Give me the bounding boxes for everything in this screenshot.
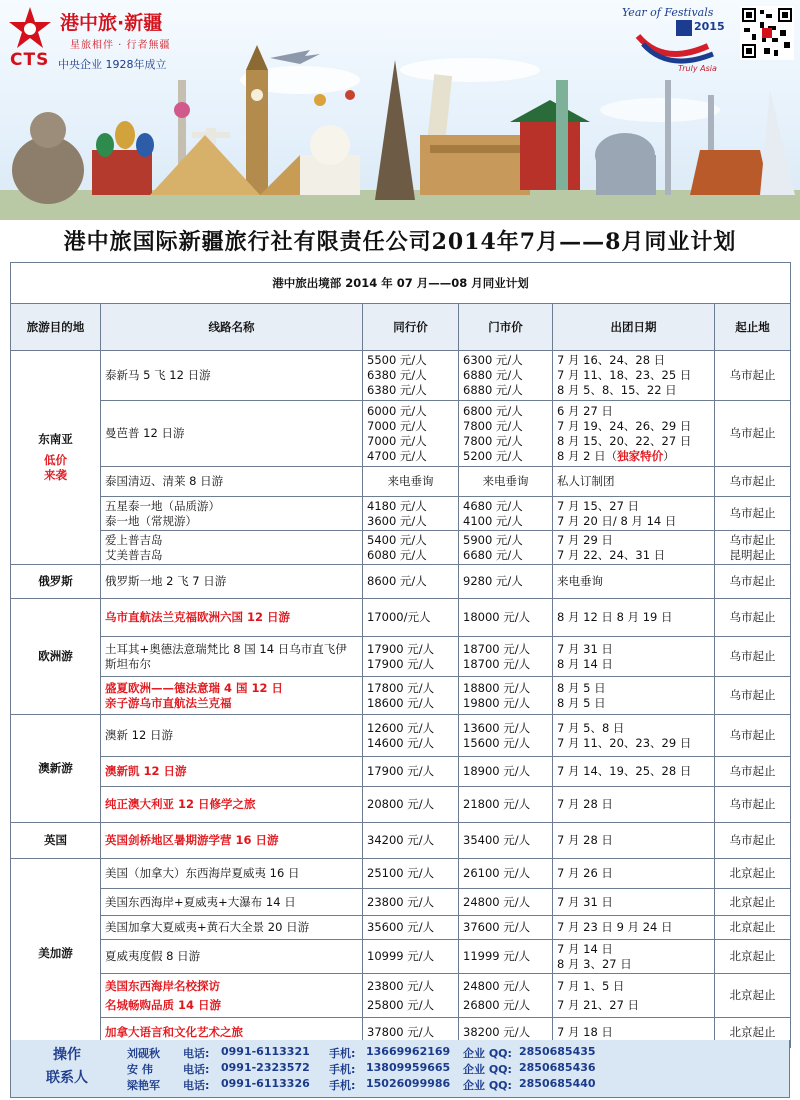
price-line: 7800 元/人 xyxy=(463,433,523,448)
table-caption-row xyxy=(11,263,791,304)
route-name: 加拿大语言和文化艺术之旅 xyxy=(101,1018,363,1048)
cts-logo xyxy=(8,6,193,76)
star-icon xyxy=(8,6,52,50)
date-line: 7 月 22、24、31 日 xyxy=(557,547,666,562)
table-row xyxy=(11,974,791,1018)
route-line: 爱上普吉岛 xyxy=(105,532,163,547)
price-line: 14600 元/人 xyxy=(367,735,435,750)
price-line: 7800 元/人 xyxy=(463,418,523,433)
departure-dates xyxy=(553,637,715,677)
trade-price: 35600 元/人 xyxy=(363,916,459,940)
date-line: 7 月 20 日/ 8 月 14 日 xyxy=(557,513,677,528)
departure-city: 乌市起止 xyxy=(715,565,791,599)
festival-logo xyxy=(618,6,738,78)
departure-dates: 7 月 28 日 xyxy=(553,787,715,823)
date-line: 7 月 14 日 xyxy=(557,941,613,956)
city-line: 乌市起止 xyxy=(729,532,776,547)
date-line: 7 月 11、18、23、25 日 xyxy=(557,368,692,382)
price-line: 15600 元/人 xyxy=(463,735,531,750)
departure-dates: 7 月 18 日 xyxy=(553,1018,715,1048)
departure-city: 乌市起止 xyxy=(715,715,791,757)
table-row xyxy=(11,757,791,787)
price-line: 18700 元/人 xyxy=(463,641,531,656)
route-name: 美国（加拿大）东西海岸夏威夷 16 日 xyxy=(101,859,363,889)
retail-price: 来电垂询 xyxy=(459,467,553,497)
price-line: 13600 元/人 xyxy=(463,720,531,735)
date-line: 7 月 1、5 日 xyxy=(557,978,625,993)
trade-price: 25100 元/人 xyxy=(363,859,459,889)
special-price-badge: 独家特价 xyxy=(617,448,664,463)
date-line-special xyxy=(557,449,710,464)
header-destination: 旅游目的地 xyxy=(11,304,101,351)
qq-label: 企业 QQ: xyxy=(463,1079,512,1092)
date-line: 6 月 27 日 xyxy=(557,403,613,418)
contacts-label xyxy=(31,1044,103,1090)
price-line: 6380 元/人 xyxy=(367,368,427,382)
trade-price: 37800 元/人 xyxy=(363,1018,459,1048)
departure-dates: 私人订制团 xyxy=(553,467,715,497)
departure-dates xyxy=(553,351,715,401)
table-row xyxy=(11,467,791,497)
table-caption: 港中旅出境部 2014 年 07 月——08 月同业计划 xyxy=(11,263,791,304)
departure-city: 乌市起止 xyxy=(715,497,791,531)
date-line: 7 月 5、8 日 xyxy=(557,720,625,735)
route-line: 美国东西海岸名校探访 xyxy=(105,978,220,993)
contact-qq[interactable]: 2850685436 xyxy=(519,1061,596,1074)
contacts-panel xyxy=(10,1040,790,1098)
region-aunz: 澳新游 xyxy=(11,715,101,823)
trade-price xyxy=(363,677,459,715)
header-retail-price: 门市价 xyxy=(459,304,553,351)
date-line: 8 月 5 日 xyxy=(557,695,606,710)
departure-dates: 7 月 28 日 xyxy=(553,823,715,859)
region-america: 美加游 xyxy=(11,859,101,1048)
route-name: 曼芭普 12 日游 xyxy=(101,401,363,467)
price-line: 7000 元/人 xyxy=(367,433,427,448)
contact-phone[interactable]: 0991-2323572 xyxy=(221,1061,310,1074)
table-row xyxy=(11,497,791,531)
logo-slogan: 星旅相伴 · 行者無疆 xyxy=(70,40,171,51)
price-line: 17800 元/人 xyxy=(367,680,435,695)
festival-title: Year of Festivals xyxy=(622,6,714,19)
phone-label: 电话: xyxy=(183,1063,210,1076)
trade-price xyxy=(363,974,459,1018)
price-line: 6880 元/人 xyxy=(463,368,523,382)
price-line: 5200 元/人 xyxy=(463,448,523,463)
price-line: 4100 元/人 xyxy=(463,513,523,528)
contact-qq[interactable]: 2850685440 xyxy=(519,1077,596,1090)
table-row xyxy=(11,787,791,823)
phone-label: 电话: xyxy=(183,1047,210,1060)
route-name: 俄罗斯一地 2 飞 7 日游 xyxy=(101,565,363,599)
route-name: 美国加拿大夏威夷+黄石大全景 20 日游 xyxy=(101,916,363,940)
festival-tagline: Truly Asia xyxy=(678,64,717,73)
price-line: 4180 元/人 xyxy=(367,498,427,513)
date-line: 7 月 31 日 xyxy=(557,641,613,656)
date-line: 7 月 11、20、23、29 日 xyxy=(557,735,692,750)
departure-dates: 7 月 23 日 9 月 24 日 xyxy=(553,916,715,940)
region-russia: 俄罗斯 xyxy=(11,565,101,599)
route-name: 澳新 12 日游 xyxy=(101,715,363,757)
trade-price xyxy=(363,497,459,531)
logo-abbrev: CTS xyxy=(10,50,50,70)
departure-city: 乌市起止 xyxy=(715,677,791,715)
retail-price xyxy=(459,497,553,531)
price-line: 4700 元/人 xyxy=(367,448,427,463)
contact-mobile[interactable]: 15026099986 xyxy=(366,1077,451,1090)
header-trade-price: 同行价 xyxy=(363,304,459,351)
departure-city: 北京起止 xyxy=(715,1018,791,1048)
qq-label: 企业 QQ: xyxy=(463,1047,512,1060)
departure-city: 北京起止 xyxy=(715,916,791,940)
company-title: 港中旅国际新疆旅行社有限责任公司2014年7月——8月同业计划 xyxy=(63,229,737,255)
price-line: 6000 元/人 xyxy=(367,403,427,418)
retail-price xyxy=(459,715,553,757)
contact-name: 刘砚秋 xyxy=(127,1047,160,1060)
retail-price: 11999 元/人 xyxy=(459,940,553,974)
table-row xyxy=(11,401,791,467)
retail-price xyxy=(459,531,553,565)
retail-price: 35400 元/人 xyxy=(459,823,553,859)
table-row xyxy=(11,823,791,859)
price-line: 17900 元/人 xyxy=(367,656,435,671)
mobile-label: 手机: xyxy=(329,1047,356,1060)
price-line: 4680 元/人 xyxy=(463,498,523,513)
date-text: ） xyxy=(663,448,675,463)
city-line: 昆明起止 xyxy=(729,547,776,562)
price-line: 26800 元/人 xyxy=(463,997,531,1012)
table-row xyxy=(11,916,791,940)
retail-price: 18000 元/人 xyxy=(459,599,553,637)
contact-mobile[interactable]: 13669962169 xyxy=(366,1045,451,1058)
route-line: 盛夏欧洲——德法意瑞 4 国 12 日 xyxy=(105,680,284,695)
table-row xyxy=(11,351,791,401)
date-line: 8 月 3、27 日 xyxy=(557,956,632,971)
retail-price xyxy=(459,677,553,715)
price-line: 24800 元/人 xyxy=(463,978,531,993)
route-name xyxy=(101,531,363,565)
price-line: 19800 元/人 xyxy=(463,695,531,710)
departure-dates: 7 月 26 日 xyxy=(553,859,715,889)
departure-city: 北京起止 xyxy=(715,859,791,889)
trade-price: 17900 元/人 xyxy=(363,757,459,787)
route-name: 乌市直航法兰克福欧洲六国 12 日游 xyxy=(101,599,363,637)
route-name xyxy=(101,974,363,1018)
route-name: 美国东西海岸+夏威夷+大瀑布 14 日 xyxy=(101,889,363,916)
departure-city xyxy=(715,531,791,565)
date-line: 7 月 19、24、26、29 日 xyxy=(557,418,692,433)
table-header-row xyxy=(11,304,791,351)
route-name: 纯正澳大利亚 12 日修学之旅 xyxy=(101,787,363,823)
table-row xyxy=(11,889,791,916)
price-line: 18700 元/人 xyxy=(463,656,531,671)
route-line: 亲子游乌市直航法兰克福 xyxy=(105,695,232,710)
qr-code-icon[interactable] xyxy=(740,6,794,60)
table-row xyxy=(11,637,791,677)
contact-qq[interactable]: 2850685435 xyxy=(519,1045,596,1058)
price-line: 5500 元/人 xyxy=(367,353,427,367)
trade-price: 20800 元/人 xyxy=(363,787,459,823)
trade-price xyxy=(363,637,459,677)
departure-dates xyxy=(553,497,715,531)
contact-mobile[interactable]: 13809959665 xyxy=(366,1061,451,1074)
phone-label: 电话: xyxy=(183,1079,210,1092)
region-sea-name: 东南亚 xyxy=(38,432,73,446)
price-line: 6300 元/人 xyxy=(463,353,523,367)
price-line: 5900 元/人 xyxy=(463,532,523,547)
retail-price: 26100 元/人 xyxy=(459,859,553,889)
region-sea-tag2: 来袭 xyxy=(44,468,67,482)
route-name: 泰国清迈、清莱 8 日游 xyxy=(101,467,363,497)
departure-city: 乌市起止 xyxy=(715,757,791,787)
retail-price xyxy=(459,974,553,1018)
price-line: 7000 元/人 xyxy=(367,418,427,433)
price-line: 17900 元/人 xyxy=(367,641,435,656)
contact-phone[interactable]: 0991-6113326 xyxy=(221,1077,310,1090)
retail-price: 21800 元/人 xyxy=(459,787,553,823)
table-row xyxy=(11,677,791,715)
departure-dates: 7 月 31 日 xyxy=(553,889,715,916)
departure-city: 乌市起止 xyxy=(715,637,791,677)
contacts-label-line: 联系人 xyxy=(46,1070,88,1086)
region-sea-tag1: 低价 xyxy=(44,453,67,467)
date-line: 7 月 21、27 日 xyxy=(557,997,640,1012)
route-name: 英国剑桥地区暑期游学营 16 日游 xyxy=(101,823,363,859)
departure-city: 乌市起止 xyxy=(715,823,791,859)
departure-city: 乌市起止 xyxy=(715,467,791,497)
price-line: 6380 元/人 xyxy=(367,383,427,397)
retail-price: 9280 元/人 xyxy=(459,565,553,599)
retail-price: 18900 元/人 xyxy=(459,757,553,787)
trade-price xyxy=(363,715,459,757)
trade-price xyxy=(363,531,459,565)
trade-price xyxy=(363,401,459,467)
route-name xyxy=(101,497,363,531)
price-line: 23800 元/人 xyxy=(367,978,435,993)
trade-price: 10999 元/人 xyxy=(363,940,459,974)
price-line: 6880 元/人 xyxy=(463,383,523,397)
region-uk: 英国 xyxy=(11,823,101,859)
plan-table xyxy=(10,262,791,1048)
contact-phone[interactable]: 0991-6113321 xyxy=(221,1045,310,1058)
region-sea xyxy=(11,351,101,565)
route-line: 泰一地（常规游） xyxy=(105,513,197,528)
price-line: 18600 元/人 xyxy=(367,695,435,710)
header-banner xyxy=(0,0,800,220)
date-line: 8 月 5、8、15、22 日 xyxy=(557,383,677,397)
departure-dates xyxy=(553,531,715,565)
route-name: 澳新凯 12 日游 xyxy=(101,757,363,787)
date-line: 7 月 16、24、28 日 xyxy=(557,353,666,367)
route-line: 名城畅购品质 14 日游 xyxy=(105,997,222,1012)
date-line: 8 月 15、20、22、27 日 xyxy=(557,433,692,448)
price-line: 6800 元/人 xyxy=(463,403,523,418)
departure-city: 乌市起止 xyxy=(715,787,791,823)
route-name xyxy=(101,677,363,715)
route-name: 夏威夷度假 8 日游 xyxy=(101,940,363,974)
price-line: 18800 元/人 xyxy=(463,680,531,695)
date-line: 7 月 29 日 xyxy=(557,532,613,547)
plan-table-wrapper xyxy=(10,262,790,1048)
retail-price: 38200 元/人 xyxy=(459,1018,553,1048)
table-row xyxy=(11,565,791,599)
price-line: 6080 元/人 xyxy=(367,547,427,562)
contacts-label-line: 操作 xyxy=(53,1047,81,1063)
departure-dates xyxy=(553,974,715,1018)
price-line: 12600 元/人 xyxy=(367,720,435,735)
price-line: 5400 元/人 xyxy=(367,532,427,547)
qq-label: 企业 QQ: xyxy=(463,1063,512,1076)
retail-price: 24800 元/人 xyxy=(459,889,553,916)
mobile-label: 手机: xyxy=(329,1063,356,1076)
departure-city: 乌市起止 xyxy=(715,599,791,637)
retail-price xyxy=(459,637,553,677)
region-europe: 欧洲游 xyxy=(11,599,101,715)
contact-name: 安 伟 xyxy=(127,1063,153,1076)
departure-dates: 8 月 12 日 8 月 19 日 xyxy=(553,599,715,637)
table-row xyxy=(11,599,791,637)
trade-price: 23800 元/人 xyxy=(363,889,459,916)
route-name: 土耳其+奥德法意瑞梵比 8 国 14 日乌市直飞伊斯坦布尔 xyxy=(101,637,363,677)
table-row xyxy=(11,940,791,974)
route-line: 五星泰一地（品质游） xyxy=(105,498,220,513)
festival-year: 2015 xyxy=(694,20,725,33)
date-line: 7 月 15、27 日 xyxy=(557,498,640,513)
departure-dates: 来电垂询 xyxy=(553,565,715,599)
price-line: 6680 元/人 xyxy=(463,547,523,562)
contact-name: 梁艳军 xyxy=(127,1079,160,1092)
departure-dates xyxy=(553,715,715,757)
trade-price: 来电垂询 xyxy=(363,467,459,497)
header-departure: 起止地 xyxy=(715,304,791,351)
departure-city: 北京起止 xyxy=(715,940,791,974)
retail-price: 37600 元/人 xyxy=(459,916,553,940)
table-row xyxy=(11,531,791,565)
departure-dates xyxy=(553,677,715,715)
departure-dates xyxy=(553,940,715,974)
logo-name: 港中旅·新疆 xyxy=(60,12,163,34)
trade-price: 17000/元人 xyxy=(363,599,459,637)
departure-dates xyxy=(553,401,715,467)
trade-price: 8600 元/人 xyxy=(363,565,459,599)
route-name: 泰新马 5 飞 12 日游 xyxy=(101,351,363,401)
departure-dates: 7 月 14、19、25、28 日 xyxy=(553,757,715,787)
table-row xyxy=(11,715,791,757)
date-line: 8 月 14 日 xyxy=(557,656,613,671)
trade-price xyxy=(363,351,459,401)
price-line: 25800 元/人 xyxy=(367,997,435,1012)
table-row xyxy=(11,859,791,889)
route-line: 艾美普吉岛 xyxy=(105,547,163,562)
departure-city: 北京起止 xyxy=(715,974,791,1018)
trade-price: 34200 元/人 xyxy=(363,823,459,859)
date-line: 8 月 5 日 xyxy=(557,680,606,695)
logo-founded: 中央企业 1928年成立 xyxy=(58,58,167,71)
departure-city: 乌市起止 xyxy=(715,351,791,401)
retail-price xyxy=(459,401,553,467)
mobile-label: 手机: xyxy=(329,1079,356,1092)
departure-city: 北京起止 xyxy=(715,889,791,916)
price-line: 3600 元/人 xyxy=(367,513,427,528)
date-text: 8 月 2 日（ xyxy=(557,448,618,463)
departure-city: 乌市起止 xyxy=(715,401,791,467)
header-dates: 出团日期 xyxy=(553,304,715,351)
header-route: 线路名称 xyxy=(101,304,363,351)
retail-price xyxy=(459,351,553,401)
